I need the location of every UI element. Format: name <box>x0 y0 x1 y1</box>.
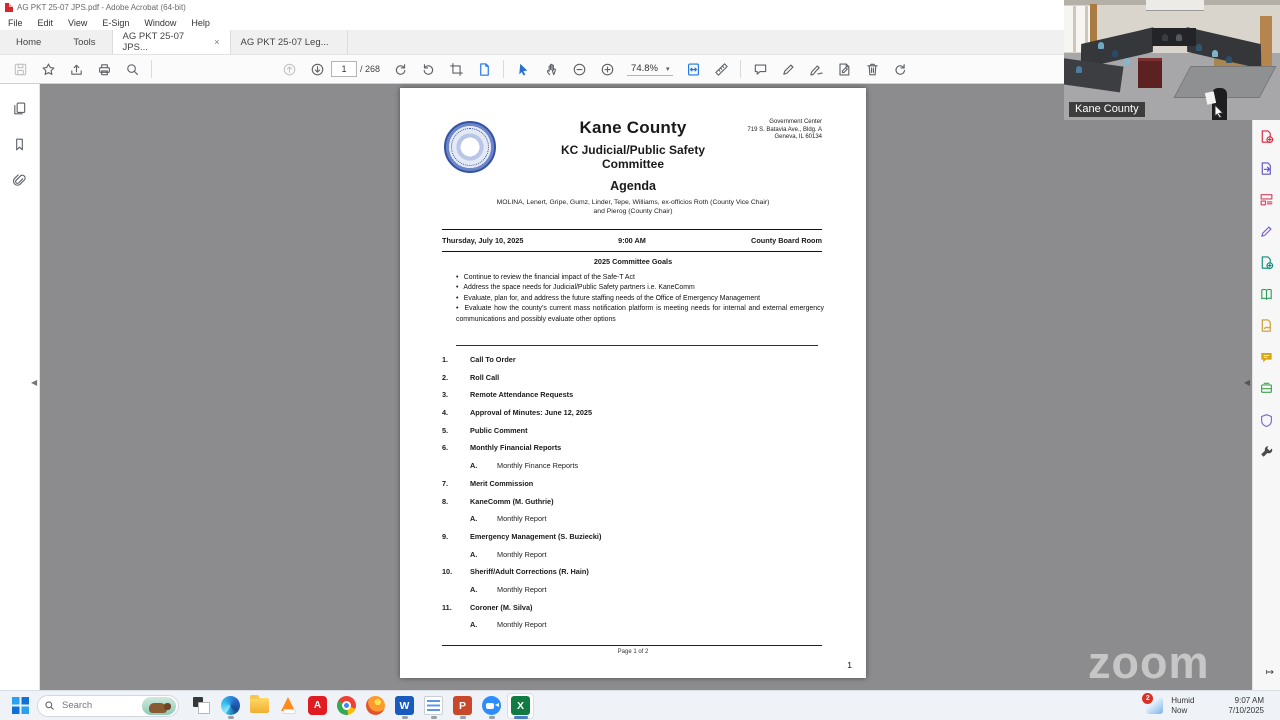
attachments-icon[interactable] <box>10 170 30 190</box>
create-pdf-icon[interactable] <box>1258 128 1275 145</box>
tab-close-icon[interactable]: × <box>214 37 220 47</box>
agenda-subitem-title: Monthly Report <box>497 620 547 630</box>
window-title: AG PKT 25-07 JPS.pdf - Adobe Acrobat (64-bit) <box>17 3 186 12</box>
open-indicator <box>514 716 528 719</box>
person <box>1124 58 1130 65</box>
tab-tools[interactable] <box>57 30 111 54</box>
chrome-icon[interactable] <box>333 693 360 719</box>
agenda-item <box>400 532 866 550</box>
tab-label: Tools <box>73 36 96 48</box>
menu-edit[interactable]: Edit <box>37 17 54 28</box>
collapse-right-panel-icon[interactable]: ◀ <box>1243 378 1250 387</box>
person <box>1076 66 1082 73</box>
vlc-icon[interactable] <box>275 693 302 719</box>
edge-glyph <box>221 696 240 715</box>
committee-name-line2: Committee <box>601 156 664 171</box>
desk-bottom-left <box>1064 58 1123 93</box>
toolbar-separator <box>503 60 504 78</box>
person <box>1212 50 1218 57</box>
export-pdf-icon[interactable] <box>1258 160 1275 177</box>
page-thumbnails-icon[interactable] <box>10 98 30 118</box>
agenda-item-title: Merit Commission <box>470 478 534 488</box>
av-cart <box>1138 58 1162 88</box>
zoom-level-value: 74.8% <box>631 63 658 74</box>
tab-label: AG PKT 25-07 Leg... <box>240 36 329 48</box>
meeting-video-feed <box>1064 0 1280 120</box>
agenda-item-title: Monthly Financial Reports <box>470 443 562 453</box>
agenda-subitem <box>400 550 866 568</box>
previous-page-icon[interactable] <box>278 58 300 80</box>
firefox-icon[interactable] <box>362 693 389 719</box>
person <box>1226 56 1232 63</box>
vlc-glyph <box>279 696 298 715</box>
share-icon[interactable] <box>65 58 87 80</box>
agenda-item-title: Coroner (M. Silva) <box>470 602 533 612</box>
tab-ag-pkt-25-07-leg[interactable] <box>230 30 348 54</box>
agenda-subitem-title: Monthly Report <box>497 549 547 559</box>
agenda-item <box>400 443 866 461</box>
agenda-item-title: Roll Call <box>470 372 500 382</box>
packet-page-number: 1 <box>847 660 852 670</box>
word-icon[interactable] <box>391 693 418 719</box>
excel-icon[interactable] <box>507 693 534 719</box>
agenda-subitem-letter: A. <box>470 461 478 471</box>
meeting-date: Thursday, July 10, 2025 <box>442 236 524 245</box>
meeting-location: County Board Room <box>751 236 822 245</box>
sign-icon[interactable] <box>805 58 827 80</box>
agenda-item-title: Sheriff/Adult Corrections (R. Hain) <box>470 567 589 577</box>
divider <box>442 229 822 230</box>
organize-pages-icon[interactable] <box>1258 254 1275 271</box>
agenda-subitem-title: Monthly Finance Reports <box>497 461 579 471</box>
page-view-icon[interactable] <box>473 58 495 80</box>
search-icon <box>44 700 55 711</box>
collapse-left-panel-icon[interactable]: ◀ <box>31 378 38 387</box>
task-view-glyph <box>192 696 211 715</box>
agenda-item-number: 10. <box>442 567 453 577</box>
agenda-subitem <box>400 620 866 638</box>
menu-window[interactable]: Window <box>144 17 177 28</box>
open-indicator <box>431 716 437 719</box>
chevron-down-icon: ▾ <box>665 65 670 73</box>
agenda-item <box>400 426 866 444</box>
agenda-item-number: 1. <box>442 355 449 364</box>
tray-time: 9:07 AM <box>1234 696 1264 705</box>
tab-label: Home <box>16 36 42 48</box>
protect-icon[interactable] <box>1258 412 1275 429</box>
save-icon[interactable] <box>9 58 31 80</box>
task-view-icon[interactable] <box>188 693 215 719</box>
menu-view[interactable]: View <box>68 17 88 28</box>
agenda-item <box>400 373 866 391</box>
zoom-out-icon[interactable] <box>568 58 590 80</box>
toolbar-separator <box>151 60 152 78</box>
agenda-item-title: Approval of Minutes: June 12, 2025 <box>470 408 593 418</box>
next-page-icon[interactable] <box>306 58 328 80</box>
person <box>1196 44 1202 51</box>
person <box>1162 34 1168 41</box>
tab-ag-pkt-25-07-jps[interactable] <box>112 30 230 54</box>
agenda-item-title: Remote Attendance Requests <box>470 390 574 400</box>
zoom-app-icon[interactable] <box>478 693 505 719</box>
open-indicator <box>402 716 408 719</box>
fill-sign-icon[interactable] <box>1258 223 1275 240</box>
file-explorer-icon[interactable] <box>246 693 273 719</box>
agenda-subitem-letter: A. <box>470 620 478 630</box>
taskbar-search[interactable] <box>37 695 179 717</box>
agenda-subitem <box>400 514 866 532</box>
zoom-app-glyph <box>482 696 501 715</box>
agenda-subitem <box>400 461 866 479</box>
comment-tool-icon[interactable] <box>1258 349 1275 366</box>
open-indicator <box>460 716 466 719</box>
agenda-item-title: Call To Order <box>470 355 516 364</box>
agenda-subitem-letter: A. <box>470 514 478 524</box>
firefox-glyph <box>366 696 385 715</box>
open-indicator <box>489 716 495 719</box>
zoom-in-icon[interactable] <box>596 58 618 80</box>
goals-list <box>456 273 824 325</box>
weather-icon <box>1146 697 1163 714</box>
combine-files-icon[interactable] <box>1258 286 1275 303</box>
notification-badge: 2 <box>1142 693 1153 704</box>
goal-item: • Continue to review the financial impact of the Safe-T Act <box>456 274 635 281</box>
star-icon[interactable] <box>37 58 59 80</box>
menu-help[interactable]: Help <box>191 17 210 28</box>
word-glyph: W <box>395 696 414 715</box>
delete-pages-icon[interactable] <box>861 58 883 80</box>
divider <box>456 345 818 346</box>
agenda-item <box>400 355 866 373</box>
table-center <box>1152 28 1196 46</box>
divider <box>442 645 822 646</box>
agenda-item-number: 5. <box>442 425 449 435</box>
fit-width-icon[interactable] <box>682 58 704 80</box>
bookmarks-icon[interactable] <box>10 134 30 154</box>
taskbar-apps <box>187 693 535 719</box>
taskbar <box>0 690 1280 720</box>
person <box>1112 50 1118 57</box>
weather-text: Humid Now <box>1171 696 1195 715</box>
chrome-glyph <box>337 696 356 715</box>
page-title: Kane County <box>579 118 687 137</box>
agenda-item <box>400 390 866 408</box>
meeting-time: 9:00 AM <box>618 236 646 245</box>
acrobat-pdf-icon <box>5 3 13 12</box>
agenda-item-number: 2. <box>442 372 449 382</box>
goal-item: • Evaluate, plan for, and address the future staffing needs of the Office of Emergency Management <box>456 294 760 302</box>
goal-item: • Evaluate how the county’s current mass notification platform is meeting needs for internal and external emergency communications and possibly evaluate other options <box>456 305 824 323</box>
members-line2: and Pierog (County Chair) <box>593 207 673 215</box>
powerpoint-glyph: P <box>453 696 472 715</box>
search-input[interactable] <box>60 699 130 712</box>
right-tools-panel <box>1252 120 1280 690</box>
members-line1: MOLINA, Lenert, Gripe, Gumz, Linder, Tepe, Williams, ex-officios Roth (County Vice Chair) <box>496 199 770 206</box>
person <box>1098 42 1104 49</box>
agenda-item-title: KaneComm (M. Guthrie) <box>470 496 554 506</box>
powerpoint-icon[interactable] <box>449 693 476 719</box>
agenda-subitem-title: Monthly Report <box>497 584 547 594</box>
clock[interactable] <box>1228 696 1264 715</box>
toolbar-gap <box>157 69 275 70</box>
start-button[interactable] <box>12 697 29 714</box>
excel-glyph: X <box>511 696 530 715</box>
agenda-item <box>400 603 866 621</box>
agenda-item-number: 7. <box>442 478 449 488</box>
page-total-label: / 268 <box>360 64 381 74</box>
agenda-item-number: 11. <box>442 602 452 612</box>
sticky-notes-icon[interactable] <box>420 693 447 719</box>
comment-icon[interactable] <box>749 58 771 80</box>
find-icon[interactable] <box>121 58 143 80</box>
agenda-item-number: 8. <box>442 496 449 506</box>
request-signatures-icon[interactable] <box>1258 317 1275 334</box>
zoom-level-select[interactable] <box>627 62 673 76</box>
menu-e-sign[interactable]: E-Sign <box>102 17 130 28</box>
committee-name-line1: KC Judicial/Public Safety <box>560 143 706 157</box>
edge-icon[interactable] <box>217 693 244 719</box>
agenda-item-number: 3. <box>442 390 449 400</box>
agenda-list <box>400 355 866 638</box>
tray-date: 7/10/2025 <box>1228 705 1264 715</box>
agenda-item <box>400 567 866 585</box>
divider <box>442 251 822 252</box>
agenda-subitem-title: Monthly Report <box>497 514 547 524</box>
pdf-page <box>400 88 866 678</box>
agenda-item <box>400 479 866 497</box>
agenda-subitem <box>400 585 866 603</box>
open-indicator <box>228 716 234 719</box>
projector-screen <box>1146 0 1204 11</box>
sticky-notes-glyph <box>424 696 443 715</box>
agenda-item-number: 4. <box>442 408 449 418</box>
zoom-watermark: zoom <box>1088 637 1210 688</box>
agenda-item-number: 9. <box>442 531 449 541</box>
agenda-item <box>400 408 866 426</box>
mouse-cursor-icon <box>1214 104 1225 118</box>
rotate-cw-icon[interactable] <box>389 58 411 80</box>
agenda-item <box>400 497 866 515</box>
stamp-icon[interactable] <box>833 58 855 80</box>
file-explorer-glyph <box>250 698 269 713</box>
select-tool-icon[interactable] <box>512 58 534 80</box>
agenda-subitem-letter: A. <box>470 549 478 559</box>
person <box>1176 34 1182 41</box>
tab-home[interactable] <box>0 30 57 54</box>
tab-label: AG PKT 25-07 JPS... <box>122 31 185 53</box>
agenda-item-title: Emergency Management (S. Buziecki) <box>470 531 602 541</box>
more-tools-icon[interactable] <box>1258 443 1275 460</box>
edit-pdf-icon[interactable] <box>1258 191 1275 208</box>
toolbar-separator <box>740 60 741 78</box>
acrobat-glyph: A <box>308 696 327 715</box>
video-caption: Kane County <box>1069 102 1145 117</box>
scan-ocr-icon[interactable] <box>1258 380 1275 397</box>
goal-item: • Address the space needs for Judicial/Public Safety partners i.e. KaneComm <box>456 284 695 292</box>
left-panel <box>0 84 40 690</box>
print-icon[interactable] <box>93 58 115 80</box>
agenda-item-title: Public Comment <box>470 425 528 435</box>
search-highlight-image <box>142 697 176 715</box>
expand-panel-icon[interactable]: ↦ <box>1265 667 1274 678</box>
goals-title: 2025 Committee Goals <box>593 257 673 266</box>
agenda-subitem-letter: A. <box>470 584 478 594</box>
system-tray[interactable] <box>1146 696 1274 715</box>
page-number-input[interactable] <box>331 61 357 77</box>
restore-icon[interactable] <box>889 58 911 80</box>
highlight-pen-icon[interactable] <box>777 58 799 80</box>
page-footer: Page 1 of 2 <box>617 649 649 655</box>
acrobat-icon[interactable] <box>304 693 331 719</box>
document-type: Agenda <box>610 179 656 193</box>
hand-tool-icon[interactable] <box>540 58 562 80</box>
agenda-item-number: 6. <box>442 443 449 453</box>
measure-icon[interactable] <box>710 58 732 80</box>
menu-file[interactable]: File <box>8 17 23 28</box>
address-block: Government Center 719 S. Batavia Ave., Bldg. A Geneva, IL 60134 <box>747 119 822 141</box>
rotate-ccw-icon[interactable] <box>417 58 439 80</box>
crop-icon[interactable] <box>445 58 467 80</box>
